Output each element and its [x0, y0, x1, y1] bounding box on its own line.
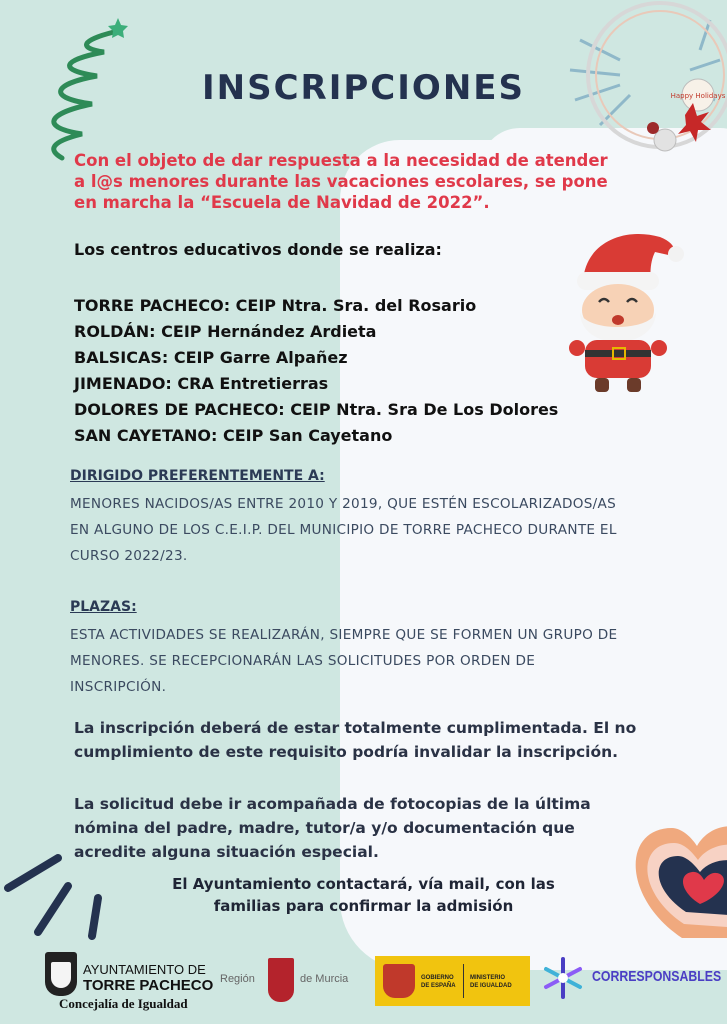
centro-item: JIMENADO: CRA Entretierras — [74, 374, 329, 393]
plazas-line: ESTA ACTIVIDADES SE REALIZARÁN, SIEMPRE QUE SE FORMEN UN GRUPO DE — [70, 627, 618, 643]
intro-line: en marcha la “Escuela de Navidad de 2022”. — [74, 193, 490, 212]
closing-text — [0, 873, 727, 917]
note-solicitud — [74, 792, 704, 864]
intro-line: Con el objeto de dar respuesta a la necesidad de atender — [74, 151, 608, 170]
murcia-left: Región — [220, 973, 255, 985]
gob-left-2: DE ESPAÑA — [421, 983, 456, 989]
corresponsables-logo — [540, 955, 722, 1001]
plazas-heading: PLAZAS: — [70, 599, 137, 615]
murcia-right: de Murcia — [300, 973, 349, 985]
dirigido-line: EN ALGUNO DE LOS C.E.I.P. DEL MUNICIPIO DE TORRE PACHECO DURANTE EL — [70, 522, 617, 538]
note-line: La inscripción deberá de estar totalmente cumplimentada. El no — [74, 719, 637, 737]
centro-item: DOLORES DE PACHECO: CEIP Ntra. Sra De Los Dolores — [74, 400, 559, 419]
centro-item: SAN CAYETANO: CEIP San Cayetano — [74, 426, 393, 445]
ayto-line3: Concejalía de Igualdad — [59, 996, 188, 1011]
centros-heading: Los centros educativos donde se realiza: — [74, 240, 442, 259]
badge-text: Happy Holidays — [670, 92, 726, 100]
centro-item: ROLDÁN: CEIP Hernández Ardieta — [74, 322, 377, 341]
corresponsables-label: CORRESPONSABLES — [592, 968, 722, 985]
shield-icon — [268, 958, 294, 1002]
closing-line: El Ayuntamiento contactará, vía mail, con las — [172, 875, 555, 893]
note-line: nómina del padre, madre, tutor/a y/o documentación que — [74, 819, 575, 837]
gobierno-logo — [375, 956, 530, 1006]
note-line: acredite alguna situación especial. — [74, 843, 379, 861]
centros-list — [74, 293, 558, 449]
dirigido-line: CURSO 2022/23. — [70, 548, 188, 564]
ayto-line2: TORRE PACHECO — [83, 977, 214, 994]
centro-item: TORRE PACHECO: CEIP Ntra. Sra. del Rosario — [74, 296, 477, 315]
dirigido-line: MENORES NACIDOS/AS ENTRE 2010 Y 2019, QUE ESTÉN ESCOLARIZADOS/AS — [70, 496, 617, 512]
gob-right-1: MINISTERIO — [470, 975, 506, 981]
closing-line: familias para confirmar la admisión — [213, 897, 514, 915]
intro-text — [74, 150, 674, 213]
crest-icon — [45, 952, 77, 996]
note-inscripcion — [74, 716, 704, 764]
intro-line: a l@s menores durante las vacaciones escolares, se pone — [74, 172, 608, 191]
gob-left-1: GOBIERNO — [421, 975, 454, 981]
gob-right-2: DE IGUALDAD — [470, 983, 512, 989]
ayuntamiento-logo — [45, 948, 215, 1014]
dirigido-heading: DIRIGIDO PREFERENTEMENTE A: — [70, 468, 325, 484]
plazas-body — [70, 622, 710, 700]
snowflake-icon — [540, 955, 586, 1001]
note-line: La solicitud debe ir acompañada de fotocopias de la última — [74, 795, 591, 813]
dirigido-body — [70, 491, 710, 569]
note-line: cumplimiento de este requisito podría invalidar la inscripción. — [74, 743, 619, 761]
plazas-line: MENORES. SE RECEPCIONARÁN LAS SOLICITUDES POR ORDEN DE — [70, 653, 536, 669]
ayto-line1: AYUNTAMIENTO DE — [83, 962, 206, 977]
plazas-line: INSCRIPCIÓN. — [70, 679, 167, 695]
santa-icon — [555, 222, 690, 397]
divider — [463, 964, 464, 998]
region-murcia-logo — [220, 958, 365, 1008]
centro-item: BALSICAS: CEIP Garre Alpañez — [74, 348, 348, 367]
page-title: INSCRIPCIONES — [202, 68, 525, 108]
coat-of-arms-icon — [383, 964, 415, 998]
